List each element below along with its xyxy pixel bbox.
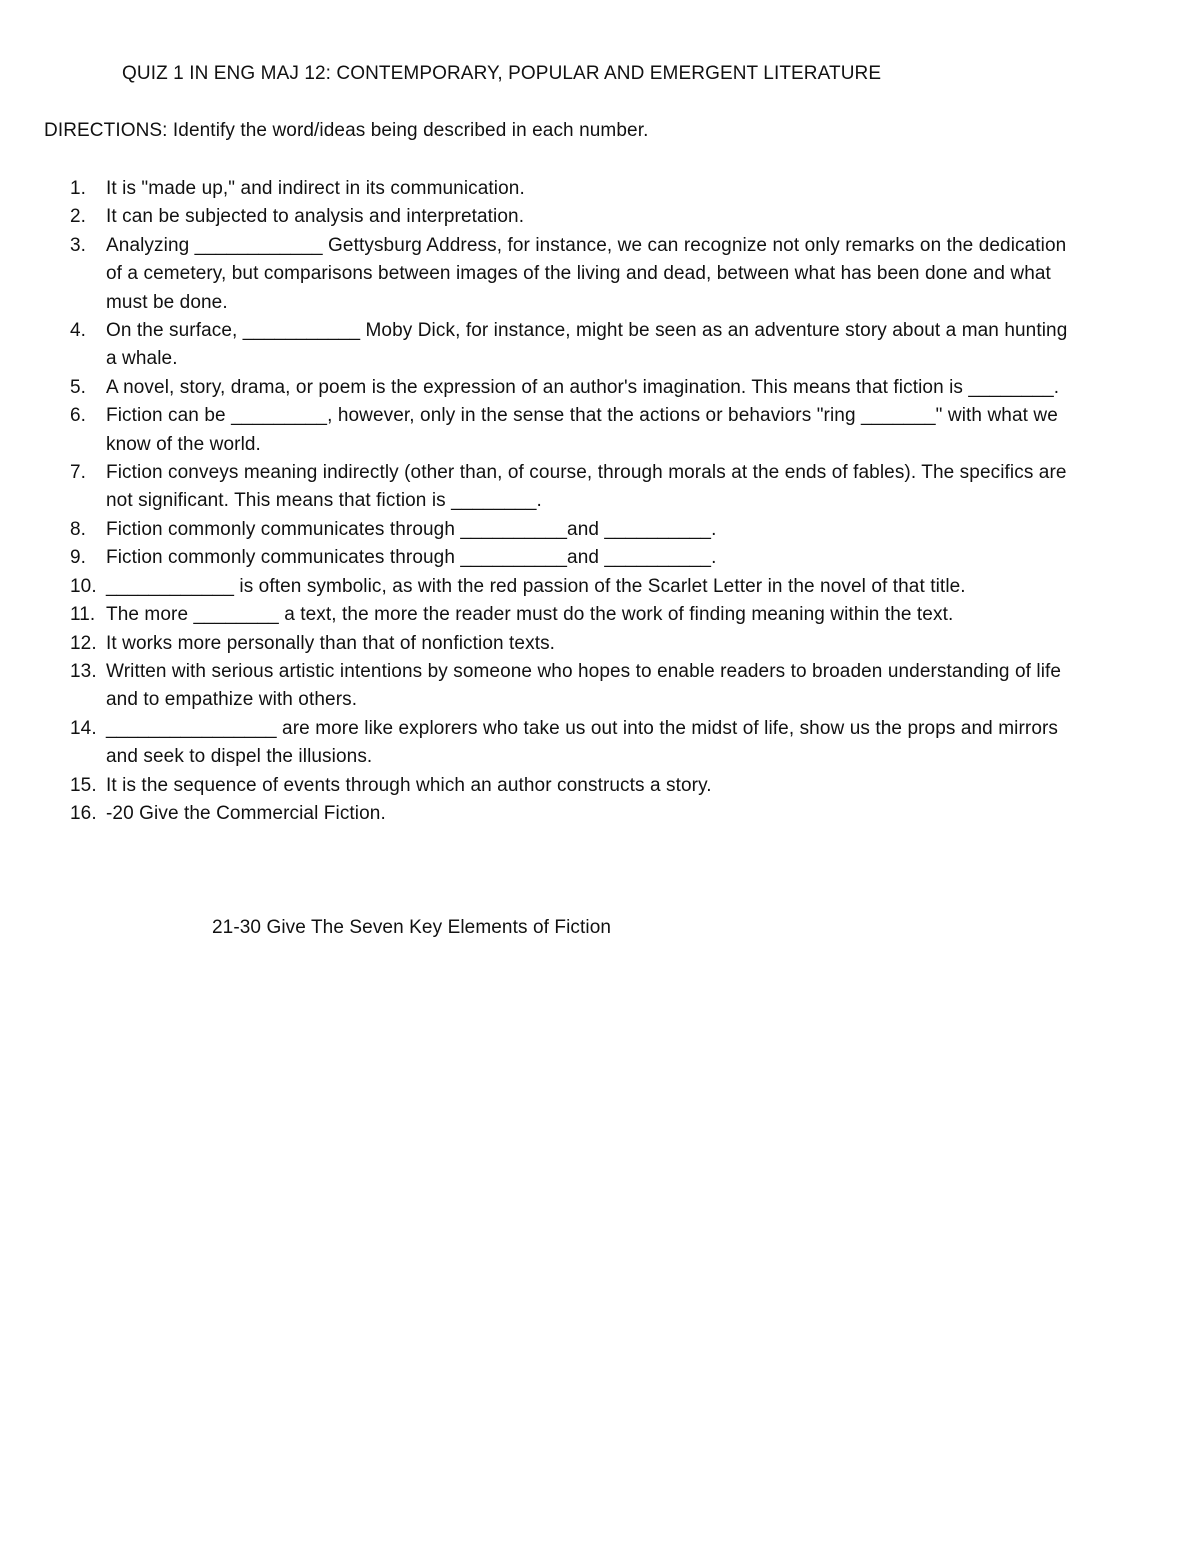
question-text: It can be subjected to analysis and interpretation. (106, 206, 525, 228)
question-number: 13. (70, 660, 97, 682)
quiz-title: QUIZ 1 IN ENG MAJ 12: CONTEMPORARY, POPULAR AND EMERGENT LITERATURE (122, 63, 882, 84)
question-text: The more ________ a text, the more the reader must do the work of finding meaning within the text. (106, 604, 954, 626)
question-item (70, 175, 1070, 203)
question-text: Analyzing ____________ Gettysburg Address, for instance, we can recognize not only remarks on the dedication of a cemetery, but comparisons between images of the living and dead, between what has been done and what must be done. (106, 234, 1067, 313)
question-item (70, 544, 1070, 572)
question-item (70, 658, 1070, 715)
directions-text: DIRECTIONS: Identify the word/ideas being described in each number. (44, 120, 649, 141)
question-number: 15. (70, 774, 97, 796)
question-item (70, 317, 1070, 374)
question-text: Fiction can be _________, however, only in the sense that the actions or behaviors "ring _______" with what we know of the world. (106, 405, 1058, 455)
question-number: 2. (70, 206, 87, 228)
question-number: 16. (70, 802, 97, 824)
question-item (70, 232, 1070, 317)
question-text: Fiction commonly communicates through __________and __________. (106, 518, 717, 540)
question-item (70, 601, 1070, 629)
question-item (70, 772, 1070, 800)
question-number: 1. (70, 178, 87, 199)
question-text: -20 Give the Commercial Fiction. (106, 802, 386, 824)
question-number: 14. (70, 717, 97, 739)
elements-subline: 21-30 Give The Seven Key Elements of Fiction (212, 917, 612, 938)
question-text: Written with serious artistic intentions by someone who hopes to enable readers to broaden understanding of life and to empathize with others. (106, 660, 1062, 711)
question-number: 4. (70, 320, 87, 342)
question-number: 8. (70, 518, 87, 540)
question-text: It is the sequence of events through which an author constructs a story. (106, 774, 712, 796)
question-number: 7. (70, 462, 87, 484)
question-number: 6. (70, 405, 87, 427)
question-item (70, 374, 1070, 402)
question-number: 10. (70, 575, 97, 597)
question-text: On the surface, ___________ Moby Dick, for instance, might be seen as an adventure story about a man hunting a whale. (106, 320, 1068, 370)
question-item (70, 459, 1070, 516)
question-number: 11. (70, 604, 96, 626)
question-number: 5. (70, 376, 87, 398)
question-item (70, 630, 1070, 658)
question-item (70, 516, 1070, 544)
question-list (70, 175, 1070, 828)
question-item (70, 800, 1070, 828)
question-text: A novel, story, drama, or poem is the expression of an author's imagination. This means that fiction is ________. (106, 376, 1060, 398)
question-text: ____________ is often symbolic, as with the red passion of the Scarlet Letter in the novel of that title. (106, 575, 966, 597)
question-item (70, 715, 1070, 772)
question-text: Fiction conveys meaning indirectly (other than, of course, through morals at the ends of fables). The specifics are not significant. This means that fiction is ________. (106, 462, 1067, 512)
question-item (70, 203, 1070, 231)
question-number: 12. (70, 632, 97, 654)
question-text: It works more personally than that of nonfiction texts. (106, 632, 556, 654)
question-number: 3. (70, 234, 87, 256)
question-number: 9. (70, 547, 87, 569)
question-item (70, 402, 1070, 459)
question-text: It is "made up," and indirect in its communication. (106, 178, 525, 199)
question-text: ________________ are more like explorers who take us out into the midst of life, show us the props and mirrors and seek to dispel the illusions. (106, 717, 1059, 768)
question-text: Fiction commonly communicates through __________and __________. (106, 547, 717, 569)
question-item (70, 573, 1070, 601)
